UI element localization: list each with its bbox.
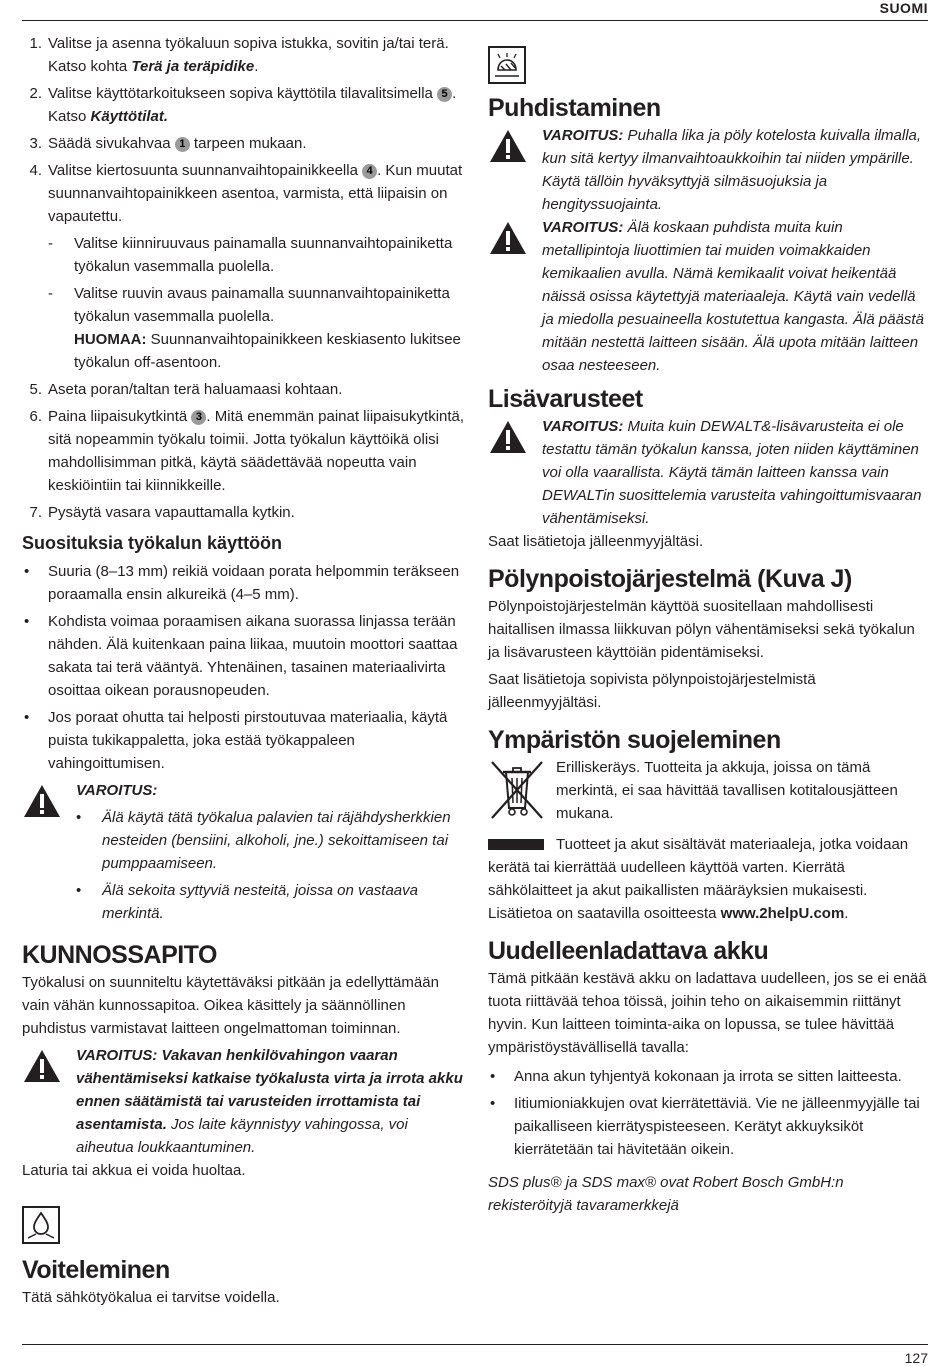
callout-badge: 1 bbox=[175, 137, 190, 152]
header-rule bbox=[22, 20, 928, 21]
cleaning-warning-2: VAROITUS: Älä koskaan puhdista muita kuin metallipintoja liuottimien tai muiden voimakkaiden kemikaalien avulla. Nämä kemikaalit voivat heikentää näissä osissa käytettyjä materiaaleja. Käytä vain vedellä ja miedolla pesuaineella kostutettua kangasta. Älä päästä mitään nestettä laitteen sisään. Älä upota mitään laitteen osaa nesteeseen. bbox=[488, 216, 928, 377]
callout-badge: 5 bbox=[437, 87, 452, 102]
warning-icon bbox=[22, 1048, 62, 1084]
callout-badge: 3 bbox=[191, 410, 206, 425]
step-5: 5. Aseta poran/taltan terä haluamaasi kohtaan. bbox=[29, 381, 343, 398]
dust-extraction-more: Saat lisätietoja sopivista pölynpoistojärjestelmistä jälleenmyyjältäsi. bbox=[488, 671, 816, 711]
crossed-bin-icon bbox=[488, 758, 546, 822]
recommendation-item: • Kohdista voimaa poraamisen aikana suorassa linjassa terään nähden. Älä kuitenkaan paina liikaa, muutoin moottori saattaa sakata tai terä vääntyä. Yhtenäinen, tasainen materiaalivirta osoittaa oikean porausnopeuden. bbox=[24, 613, 458, 699]
charger-text: Laturia tai akkua ei voida huoltaa. bbox=[22, 1162, 246, 1179]
battery-text: Tämä pitkään kestävä akku on ladattava uudelleen, jos se ei enää tuota riittävää tehoa töissä, joihin teho on aikaisemmin riittänyt hyvin. Kun laitteen toiminta-aika on lopussa, se tulee hävittää ympäristöystävällisellä tavalla: bbox=[488, 970, 927, 1056]
step-1-reference: Terä ja teräpidike bbox=[131, 58, 255, 75]
recommendation-item: • Jos poraat ohutta tai helposti pirstoutuvaa materiaalia, käytä puista tukikappaletta, joka estää työkappaleen vahingoittumisen. bbox=[24, 709, 448, 772]
cleaning-icon bbox=[488, 46, 526, 84]
footer-rule bbox=[22, 1344, 928, 1345]
step-2: 2. Valitse käyttötarkoitukseen sopiva käyttötila tilavalitsimella 5 . Katso Käyttötilat. bbox=[29, 85, 457, 125]
page-number: 127 bbox=[904, 1350, 928, 1366]
step-7: 7. Pysäytä vasara vapauttamalla kytkin. bbox=[29, 504, 295, 521]
oil-drop-icon bbox=[22, 1206, 60, 1244]
callout-badge: 4 bbox=[362, 164, 377, 179]
separator-bar bbox=[488, 839, 544, 850]
cleaning-heading: Puhdistaminen bbox=[488, 94, 661, 122]
website-link[interactable]: www.2helpU.com bbox=[720, 905, 845, 922]
warning-item: • Älä käytä tätä työkalua palavien tai räjähdysherkkien nesteiden (bensiini, alkoholi, jne.) sekoittamiseen tai pumppaamiseen. bbox=[76, 809, 451, 872]
accessories-warning: VAROITUS: Muita kuin DEWALT&-lisävarusteita ei ole testattu tämän työkalun kanssa, joten niiden käyttäminen voi olla vaarallista. Käytä tämän laitteen kanssa vain DEWALTin suosittelemia varusteita vahingoittumisvaaran vähentämiseksi. bbox=[488, 415, 928, 530]
separate-collection: Erilliskeräys. Tuotteita ja akkuja, joissa on tämä merkintä, ei saa hävittää tavallisen kotitalousjätteen mukana. bbox=[488, 756, 928, 825]
recommendation-item: • Suuria (8–13 mm) reikiä voidaan porata helpommin teräkseen poraamalla ensin alkureikä (4–5 mm). bbox=[24, 563, 460, 603]
accessories-more: Saat lisätietoja jälleenmyyjältäsi. bbox=[488, 533, 704, 550]
cleaning-warning-1: VAROITUS: Puhalla lika ja pöly kotelosta kuivalla ilmalla, kun sitä kertyy ilmanvaihtoaukkoihin tai niiden ympärille. Käytä tällöin hyväksyttyjä silmäsuojuksia ja hengityssuojainta. bbox=[488, 124, 928, 216]
language-label: SUOMI bbox=[879, 0, 928, 16]
step-3: 3. Säädä sivukahvaa 1 tarpeen mukaan. bbox=[29, 135, 307, 152]
right-column bbox=[488, 46, 928, 1217]
note: HUOMAA: Suunnanvaihtopainikkeen keskiasento lukitsee työkalun off-asentoon. bbox=[74, 331, 461, 371]
dust-extraction-text: Pölynpoistojärjestelmän käyttöä suositellaan mahdollisesti haitallisen ilmassa liikkuvan pölyn vähentämiseksi sekä työkalun ja lisävarusteen käyttöiän pidentämiseksi. bbox=[488, 598, 915, 661]
maintenance-warning: VAROITUS: Vakavan henkilövahingon vaaran vähentämiseksi katkaise työkalusta virta ja irrota akku ennen säätämistä tai varusteiden irrottamista tai asentamista. Jos laite käynnistyy vahingossa, voi aiheutua loukkaantuminen. bbox=[22, 1044, 467, 1159]
lubrication-text: Tätä sähkötyökalua ei tarvitse voidella. bbox=[22, 1289, 280, 1306]
maintenance-text: Työkalusi on suunniteltu käytettäväksi pitkään ja edellyttämään vain vähän kunnossapitoa. Oikea käsittely ja säännöllinen puhdistus varmistavat laitteen ongelmattoman toiminnan. bbox=[22, 974, 439, 1037]
warning-label: VAROITUS: bbox=[76, 782, 158, 799]
recycling-text: Tuotteet ja akut sisältävät materiaaleja, jotka voidaan kerätä tai kierrättää uudelleen käyttöä varten. Kierrätä sähkölaitteet ja akut paikallisten määräyksien mukaisesti. Lisätietoa on saatavilla osoitteesta www.2helpU.com. bbox=[488, 836, 909, 922]
step-6: 6. Paina liipaisukytkintä 3 . Mitä enemmän painat liipaisukytkintä, sitä nopeammin työkalu toimii. Jotta työkalun käyttöikä olisi mahdollisimman pitkä, käytä säädettävää nopeutta vain keskiöintiin tai kiinnikkeille. bbox=[29, 408, 465, 494]
warning-icon bbox=[488, 128, 528, 164]
dust-extraction-heading: Pölynpoistojärjestelmä (Kuva J) bbox=[488, 565, 852, 593]
maintenance-heading: KUNNOSSAPITO bbox=[22, 941, 217, 969]
step-1: 1. Valitse ja asenna työkaluun sopiva istukka, sovitin ja/tai terä. Katso kohta Terä ja teräpidike. bbox=[29, 35, 449, 75]
sub-step-2: - Valitse ruuvin avaus painamalla suunnanvaihtopainiketta työkalun vasemmalla puolella. bbox=[48, 285, 450, 325]
accessories-heading: Lisävarusteet bbox=[488, 385, 643, 413]
left-column bbox=[22, 32, 467, 1309]
warning-item: • Älä sekoita syttyviä nesteitä, joissa on vastaava merkintä. bbox=[76, 882, 418, 922]
battery-item: • Anna akun tyhjentyä kokonaan ja irrota se sitten laitteesta. bbox=[490, 1068, 902, 1085]
battery-heading: Uudelleenladattava akku bbox=[488, 937, 769, 965]
recommendations-heading: Suosituksia työkalun käyttöön bbox=[22, 533, 283, 553]
environment-heading: Ympäristön suojeleminen bbox=[488, 726, 781, 754]
warning-icon bbox=[488, 419, 528, 455]
warning-icon bbox=[488, 220, 528, 256]
step-4: 4. Valitse kiertosuunta suunnanvaihtopainikkeella 4 . Kun muutat suunnanvaihtopainikkeen asentoa, varmista, että liipaisin on vapautettu. bbox=[29, 162, 463, 225]
lubrication-heading: Voiteleminen bbox=[22, 1256, 170, 1284]
trademark-note: SDS plus® ja SDS max® ovat Robert Bosch GmbH:n rekisteröityjä tavaramerkkejä bbox=[488, 1174, 844, 1214]
usage-warning bbox=[22, 779, 467, 802]
battery-item: • Iitiumioniakkujen ovat kierrätettäviä. Vie ne jälleenmyyjälle tai paikalliseen kierrätyspisteeseen. Kerätyt akkuyksiköt kierrätetään tai hävitetään oikein. bbox=[490, 1095, 920, 1158]
step-2-reference: Käyttötilat. bbox=[90, 108, 169, 125]
sub-step-1: - Valitse kiinniruuvaus painamalla suunnanvaihtopainiketta työkalun vasemmalla puolella. bbox=[48, 235, 453, 275]
